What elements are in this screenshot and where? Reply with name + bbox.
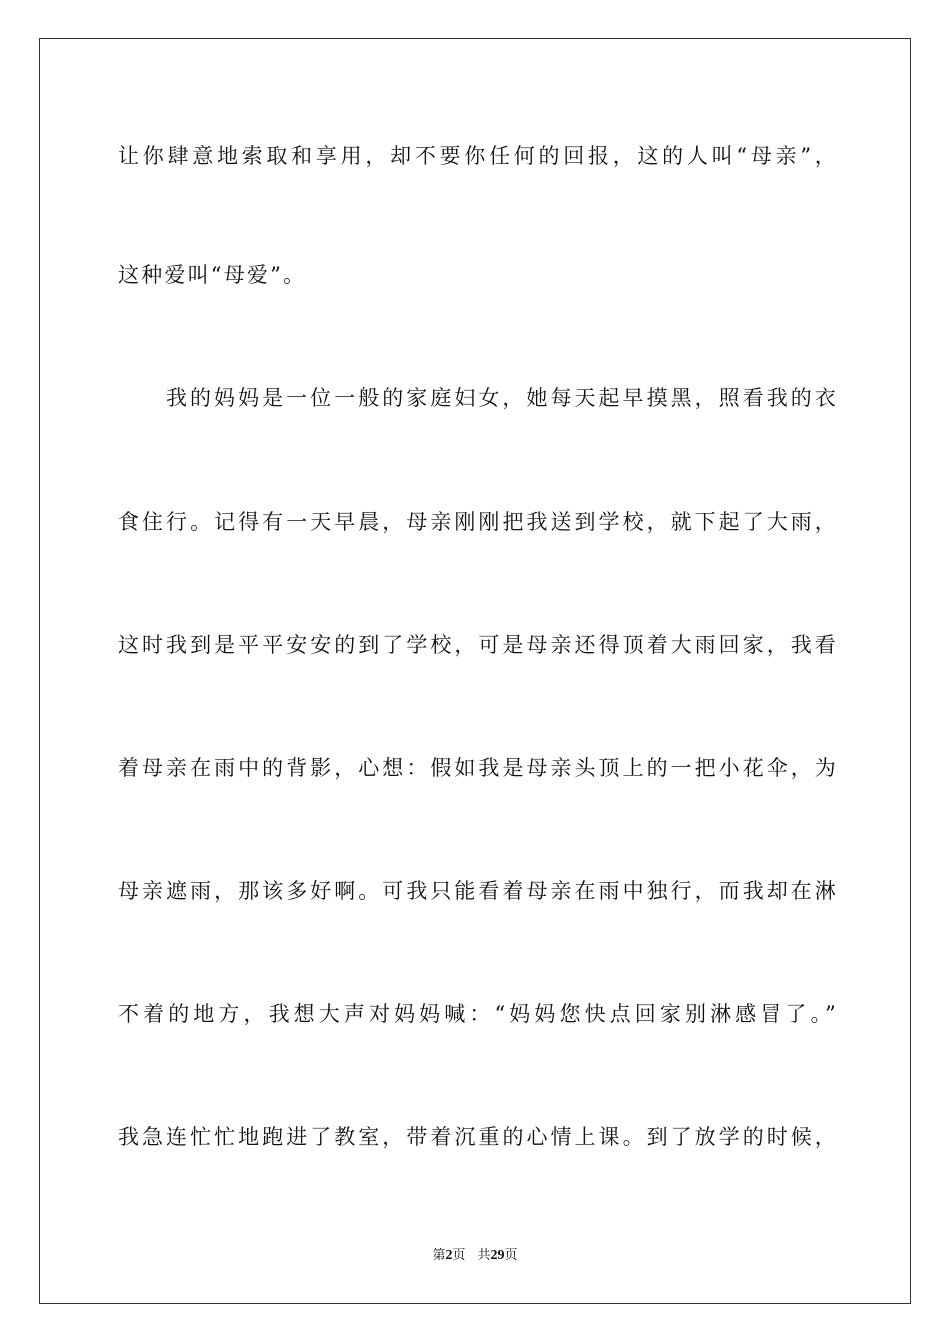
page-border [39, 38, 911, 1304]
body-text-line-7: 母亲遮雨，那该多好啊。可我只能看着母亲在雨中独行，而我却在淋 [118, 879, 838, 903]
total-pages: 29 [490, 1248, 505, 1263]
body-text-line-8: 不着的地方，我想大声对妈妈喊：“妈妈您快点回家别淋感冒了。” [118, 1002, 838, 1026]
page-number: 2 [445, 1248, 453, 1263]
body-text-line-6: 着母亲在雨中的背影，心想：假如我是母亲头顶上的一把小花伞，为 [118, 756, 838, 780]
body-text-line-9: 我急连忙忙地跑进了教室，带着沉重的心情上课。到了放学的时候， [118, 1125, 838, 1149]
body-text-line-5: 这时我到是平平安安的到了学校，可是母亲还得顶着大雨回家，我看 [118, 633, 838, 657]
page-suffix: 页 [452, 1248, 466, 1263]
body-text-line-1: 让你肆意地索取和享用，却不要你任何的回报，这的人叫“母亲”， [118, 144, 838, 168]
page-footer [0, 1247, 950, 1265]
total-prefix: 共 [477, 1248, 491, 1263]
body-text-line-3: 我的妈妈是一位一般的家庭妇女，她每天起早摸黑，照看我的衣 [166, 386, 838, 410]
page-prefix: 第 [432, 1248, 446, 1263]
body-text-line-4: 食住行。记得有一天早晨，母亲刚刚把我送到学校，就下起了大雨， [118, 510, 838, 534]
total-suffix: 页 [504, 1248, 518, 1263]
body-text-line-2: 这种爱叫“母爱”。 [118, 263, 307, 287]
